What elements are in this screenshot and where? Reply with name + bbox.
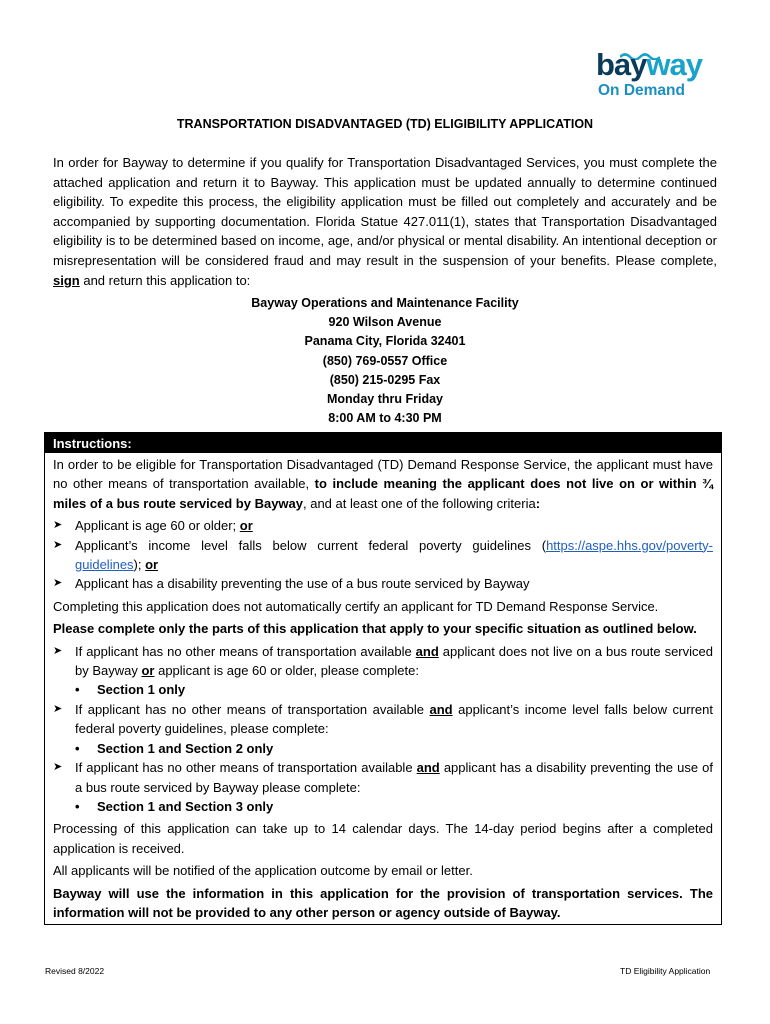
criteria-item: ➤ Applicant has a disability preventing the use of a bus route serviced by Bayway: [53, 574, 713, 593]
address-line: 920 Wilson Avenue: [328, 315, 442, 330]
intro-paragraph: In order for Bayway to determine if you qualify for Transportation Disadvantaged Services, you must complete the attached application and return it to Bayway. This application must be updated annually to determine continued eligibility. To expedite this process, the eligibility application must be filled out completely and accurately and be accompanied by supporting documentation. Florida Statue 427.011(1), states that Transportation Disadvantaged eligibility is to be determined based on income, age, and/or physical or mental disability. An intentional deception or misrepresentation will be considered fraud and may result in the suspension of your benefits. Please complete, sign and return this application to:: [53, 155, 717, 288]
complete-parts-note: Please complete only the parts of this application that apply to your specific situation as outlined below.: [53, 621, 697, 637]
section-bullet: • Section 1 only: [53, 680, 713, 699]
dot-bullet-icon: •: [75, 798, 80, 814]
certification-note: Completing this application does not automatically certify an applicant for TD Demand Response Service.: [53, 598, 659, 614]
eligibility-paragraph: In order to be eligible for Transportation Disadvantaged (TD) Demand Response Service, the applicant must have no other means of transportation available, to include meaning the applicant does not live on or within ¾ miles of a bus route serviced by Bayway, and at least one of the following criteria:: [53, 457, 713, 511]
situation-item: ➤ If applicant has no other means of transportation available and applicant has a disability preventing the use of a bus route serviced by Bayway please complete:: [53, 760, 713, 795]
criteria-item: ➤ Applicant is age 60 or older; or: [53, 516, 713, 535]
arrow-bullet-icon: ➤: [53, 577, 63, 590]
revision-date: Revised 8/2022: [45, 966, 105, 976]
address-line: 8:00 AM to 4:30 PM: [328, 411, 442, 426]
section-bullet: • Section 1 and Section 2 only: [53, 739, 713, 758]
arrow-bullet-icon: ➤: [53, 538, 63, 551]
privacy-note: Bayway will use the information in this application for the provision of transportation services. The information will not be provided to any other person or agency outside of Bayway.: [53, 885, 713, 920]
address-line: (850) 769-0557 Office: [322, 353, 448, 368]
poverty-guidelines-link[interactable]: https://aspe.hhs.gov/poverty-guidelines: [75, 537, 713, 573]
address-line: (850) 215-0295 Fax: [329, 372, 441, 387]
address-line: Bayway Operations and Maintenance Facility: [251, 296, 519, 310]
dot-bullet-icon: •: [75, 682, 80, 698]
logo-wordmark: bayway: [596, 47, 703, 82]
criteria-item: ➤ Applicant’s income level falls below current federal poverty guidelines (https://aspe.hhs.gov/poverty-guidelines); or: [53, 537, 713, 573]
section-bullet: • Section 1 and Section 3 only: [53, 797, 713, 816]
situation-item: ➤ If applicant has no other means of transportation available and applicant does not live on a bus route serviced by Bayway or applicant is age 60 or older, please complete:: [53, 643, 713, 679]
address-line: Panama City, Florida 32401: [304, 334, 466, 349]
mailing-address: [0, 294, 770, 428]
arrow-bullet-icon: ➤: [53, 702, 63, 715]
processing-note: Processing of this application can take up to 14 calendar days. The 14-day period begins after a completed application is received.: [53, 821, 713, 856]
instructions-header: Instructions:: [45, 433, 721, 453]
footer-title: TD Eligibility Application: [620, 966, 711, 976]
dot-bullet-icon: •: [75, 740, 80, 756]
sign-emphasis: sign: [53, 272, 80, 288]
instructions-box: [44, 432, 722, 925]
bayway-logo: [596, 47, 720, 102]
arrow-bullet-icon: ➤: [53, 761, 63, 774]
arrow-bullet-icon: ➤: [53, 644, 63, 657]
situation-item: ➤ If applicant has no other means of transportation available and applicant’s income level falls below current federal poverty guidelines, please complete:: [53, 701, 713, 737]
logo-tagline: On Demand: [598, 82, 685, 99]
address-line: Monday thru Friday: [327, 392, 443, 407]
notification-note: All applicants will be notified of the application outcome by email or letter.: [53, 863, 473, 879]
page-title: TRANSPORTATION DISADVANTAGED (TD) ELIGIBILITY APPLICATION: [176, 117, 594, 131]
arrow-bullet-icon: ➤: [53, 519, 63, 532]
